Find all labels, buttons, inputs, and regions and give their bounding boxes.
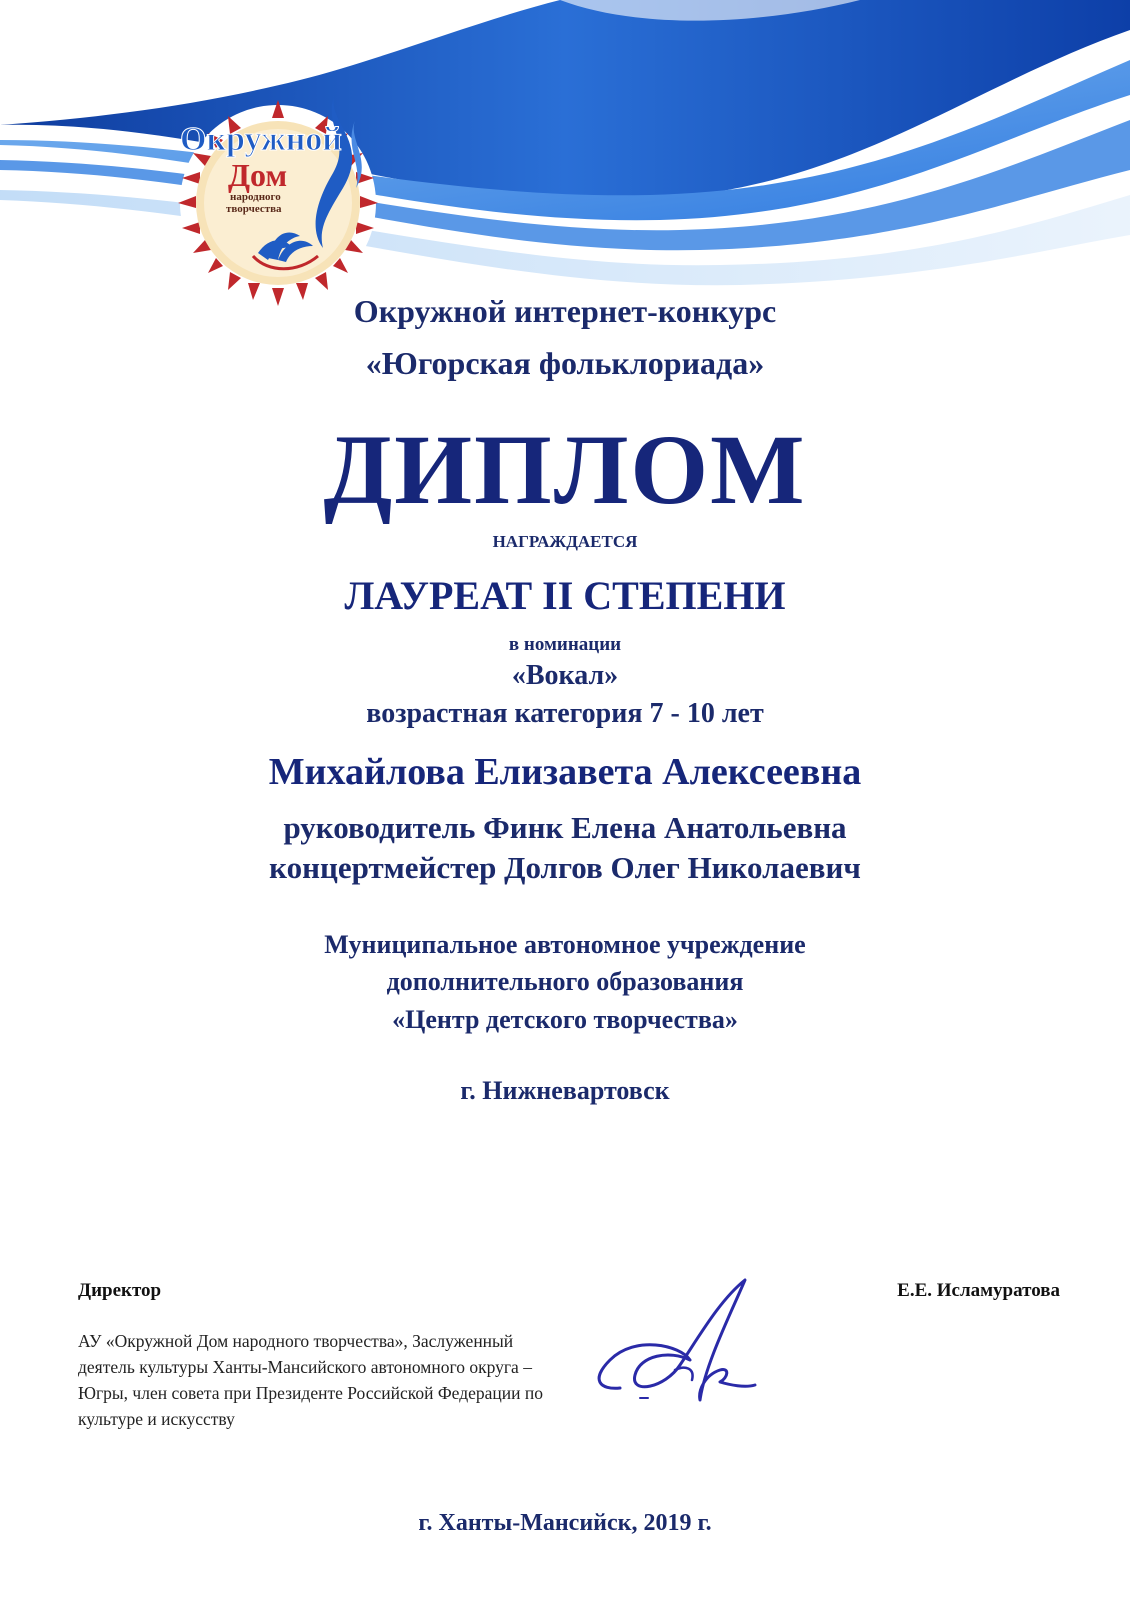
logo-text-line1: Окружной <box>180 121 342 158</box>
director-name: Е.Е. Исламуратова <box>897 1280 1060 1301</box>
institution-line2: дополнительного образования <box>386 967 744 996</box>
contest-title-line2: «Югорская фольклориада» <box>365 345 765 381</box>
contest-title-line1: Окружной интернет-конкурс <box>353 293 777 329</box>
diploma-title: ДИПЛОМ <box>323 414 807 525</box>
awarded-label: НАГРАЖДАЕТСЯ <box>492 532 638 551</box>
logo-text-line2: Дом <box>228 157 288 193</box>
logo-text-line4: творчества <box>226 203 282 215</box>
director-description: АУ «Окружной Дом народного творчества», Заслуженный деятель культуры Ханты-Мансийского автономного округа – Югры, член совета при Президенте Российской Федерации по культуре и искусству <box>78 1331 543 1429</box>
leader-line: руководитель Финк Елена Анатольевна <box>283 810 847 845</box>
footer-place-date: г. Ханты-Мансийск, 2019 г. <box>418 1510 712 1536</box>
nomination-label: в номинации <box>508 634 622 655</box>
director-signature <box>580 1270 810 1450</box>
accompanist-line: концертмейстер Долгов Олег Николаевич <box>269 850 861 885</box>
age-category: возрастная категория 7 - 10 лет <box>366 698 764 729</box>
city: г. Нижневартовск <box>460 1076 670 1105</box>
award-degree: ЛАУРЕАТ II СТЕПЕНИ <box>344 573 786 618</box>
nomination-name: «Вокал» <box>511 660 619 691</box>
institution-line3: «Центр детского творчества» <box>392 1005 738 1034</box>
logo-text-line3: народного <box>230 191 281 203</box>
director-label: Директор <box>78 1280 162 1301</box>
winner-name: Михайлова Елизавета Алексеевна <box>268 751 862 793</box>
institution-line1: Муниципальное автономное учреждение <box>324 930 806 959</box>
logo-emblem <box>168 78 398 308</box>
